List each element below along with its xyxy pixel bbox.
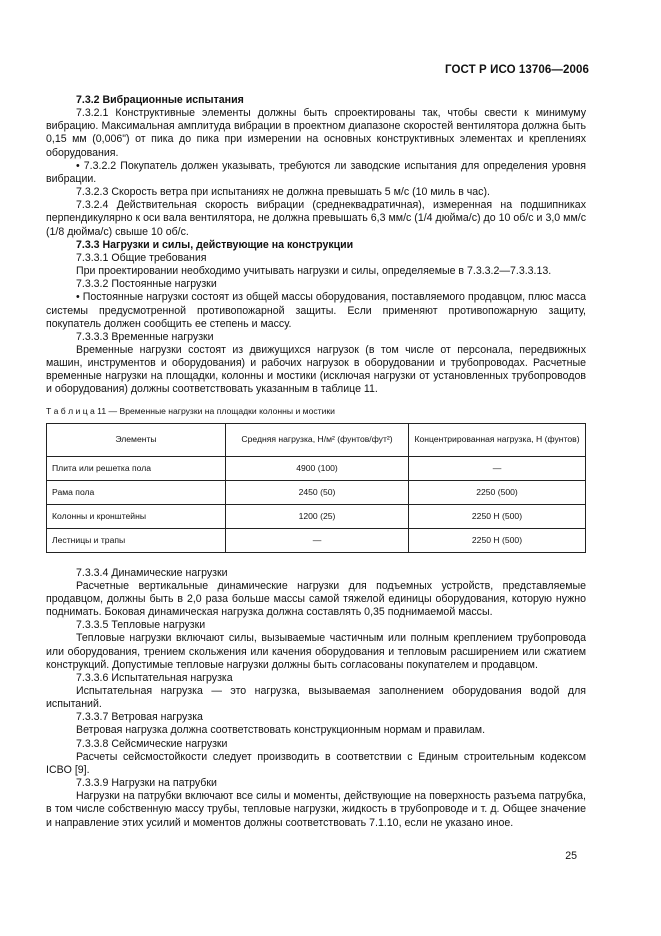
- paragraph: 7.3.3.8 Сейсмические нагрузки: [76, 737, 228, 750]
- paragraph: • Постоянные нагрузки состоят из общей массы оборудования, поставляемого продавцом, плюс масса системы предусмотренной противопожарной защиты. Если применяют противопожарную защиту, покупатель должен сообщить ее степень и массу.: [46, 291, 586, 330]
- table-cell: —: [409, 456, 586, 480]
- table-cell: 2250 Н (500): [409, 528, 586, 552]
- paragraph: • 7.3.2.2 Покупатель должен указывать, требуются ли заводские испытания для определения уровня вибрации.: [46, 159, 586, 185]
- table-row: [47, 456, 586, 480]
- paragraph: Ветровая нагрузка должна соответствовать конструкционным нормам и правилам.: [76, 724, 486, 737]
- paragraph: Временные нагрузки состоят из движущихся нагрузок (в том числе от персонала, передвижных машин, инструментов и оборудования) и рабочих нагрузок в оборудовании и трубопроводах. Расчетные временные нагрузки на площадки, колонны и мостики (исключая нагрузки от установленных трубопроводов и оборудования) должны соответствовать указанным в таблице 11.: [46, 343, 586, 396]
- table-cell: 2250 (500): [409, 480, 586, 504]
- table-cell: 4900 (100): [226, 456, 409, 480]
- table-header-cell: Концентрированная нагрузка, Н (фунтов): [409, 423, 586, 456]
- section-heading: 7.3.3 Нагрузки и силы, действующие на конструкции: [76, 238, 354, 251]
- paragraph: При проектировании необходимо учитывать нагрузки и силы, определяемые в 7.3.3.2—7.3.3.13.: [76, 265, 552, 278]
- paragraph: 7.3.3.9 Нагрузки на патрубки: [76, 777, 217, 790]
- section-top: [46, 94, 586, 397]
- table-cell: 2250 Н (500): [409, 504, 586, 528]
- table-row: [47, 528, 586, 552]
- paragraph: 7.3.2.4 Действительная скорость вибрации (среднеквадратичная), измеренная на подшипниках перпендикулярно к оси вала вентилятора, не должна превышать 6,3 мм/с (1/4 дюйма/с) до 10 об/с и 3,0 мм/с (1/8 дюйма/с) свыше 10 об/с.: [46, 199, 586, 238]
- paragraph: 7.3.3.5 Тепловые нагрузки: [76, 619, 206, 632]
- paragraph: Расчетные вертикальные динамические нагрузки для подъемных устройств, представляемые продавцом, должны быть в 2,0 раза больше массы самой тяжелой единицы оборудования, которую нужно поднимать. Боковая динамическая нагрузка должна составлять 0,35 поднимаемой массы.: [46, 579, 586, 619]
- paragraph: 7.3.3.6 Испытательная нагрузка: [76, 671, 233, 684]
- table-row: [47, 480, 586, 504]
- table-cell: Плита или решетка пола: [47, 456, 226, 480]
- paragraph: 7.3.2.3 Скорость ветра при испытаниях не должна превышать 5 м/с (10 миль в час).: [76, 186, 490, 199]
- table-cell: Рама пола: [47, 480, 226, 504]
- paragraph: 7.3.3.1 Общие требования: [76, 251, 207, 264]
- table-header-row: [47, 423, 586, 456]
- table-header-cell: Средняя нагрузка, Н/м² (фунтов/фут²): [226, 423, 409, 456]
- document-header: ГОСТ Р ИСО 13706—2006: [444, 64, 589, 76]
- paragraph: 7.3.3.2 Постоянные нагрузки: [76, 278, 217, 291]
- table-row: [47, 504, 586, 528]
- table-cell: 1200 (25): [226, 504, 409, 528]
- table-caption: Т а б л и ц а 11 — Временные нагрузки на площадки колонны и мостики: [46, 405, 335, 416]
- paragraph: Расчеты сейсмостойкости следует производить в соответствии с Единым строительным кодексом ICBO [9].: [46, 750, 586, 776]
- paragraph: Тепловые нагрузки включают силы, вызываемые частичным или полным креплением трубопровода или оборудования, трением скольжения или качения оборудования и тепловым расширением или сжатием конструкций. Допустимые тепловые нагрузки должны быть согласованы покупателем и продавцом.: [46, 632, 586, 671]
- table-cell: —: [226, 528, 409, 552]
- section-bottom: [46, 567, 586, 830]
- paragraph: 7.3.3.3 Временные нагрузки: [76, 330, 214, 343]
- paragraph: 7.3.2.1 Конструктивные элементы должны быть спроектированы так, чтобы свести к минимуму вибрацию. Максимальная амплитуда вибрации в проектном диапазоне скоростей вентилятора должна быть 0,15 мм (0,006") от пика до пика при измерении на основных конструктивных элементах и креплениях оборудования.: [46, 107, 586, 159]
- document-body: [46, 94, 586, 830]
- table-cell: Колонны и кронштейны: [47, 504, 226, 528]
- section-heading: 7.3.2 Вибрационные испытания: [76, 94, 244, 106]
- paragraph: Нагрузки на патрубки включают все силы и моменты, действующие на поверхность разъема патрубка, в том числе собственную массу трубы, тепловые нагрузки, жидкость в трубопроводе и т. д. Общее значение и направление этих усилий и моментов должны соответствовать 7.1.10, если не указано иное.: [46, 790, 586, 829]
- loads-table: [46, 423, 586, 553]
- table-cell: 2450 (50): [226, 480, 409, 504]
- paragraph: 7.3.3.7 Ветровая нагрузка: [76, 711, 203, 724]
- paragraph: Испытательная нагрузка — это нагрузка, вызываемая заполнением оборудования водой для испытаний.: [46, 685, 586, 711]
- page-number: 25: [565, 850, 577, 862]
- table-cell: Лестницы и трапы: [47, 528, 226, 552]
- paragraph: 7.3.3.4 Динамические нагрузки: [76, 566, 228, 579]
- table-header-cell: Элементы: [47, 423, 226, 456]
